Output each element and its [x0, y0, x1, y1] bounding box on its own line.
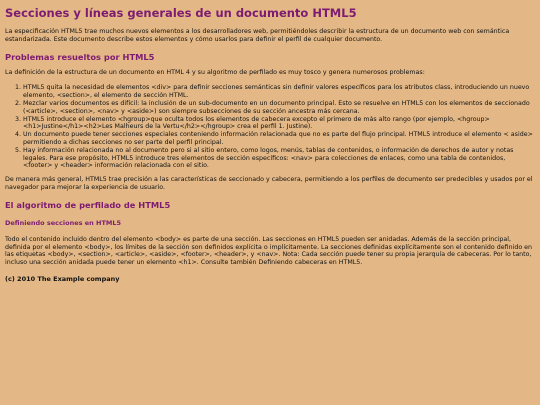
- section-heading-algorithm: El algoritmo de perfilado de HTML5: [5, 199, 171, 210]
- list-item: 3. HTML5 introduce el elemento <hgroup>que oculta todos los elementos de cabecera excepto el primero de más alto rango (por ejemplo, <hgroup><h1>Justine</h1><h2>Les Malheurs de la Vertu</h2></hgroup> crea el perfil 1. Justine).: [23, 116, 535, 132]
- list-item: 4. Un documento puede tener secciones especiales conteniendo información relacionada que no es parte del flujo principal. HTML5 introduce el elemento < aside> permitiendo a dichas secciones no ser parte del perfil principal.: [23, 131, 535, 147]
- subsection-heading-defining-sections: Definiendo secciones en HTML5: [5, 218, 122, 227]
- document-page: [5, 6, 535, 283]
- list-item: 5. Hay información relacionada no al documento pero si al sitio entero, como logos, menús, tablas de contenidos, o información de derechos de autor y notas legales. Para ese propósito, HTML5 introduce tres elementos de sección específicos: <nav> para colecciones de enlaces, como una tabla de contenidos, <footer> y <header> información relacionada con el sitio.: [23, 147, 535, 170]
- page-footer: (c) 2010 The Example company: [5, 274, 120, 283]
- list-item: 2. Mezclar varios documentos es difícil: la inclusión de un sub-documento en un documento principal. Esto se resuelve en HTML5 con los elementos de seccionado (<article>, <section>, <nav> y <aside>) son siempre subsecciones de su sección ancestra más cercana.: [23, 100, 535, 116]
- page-title: Secciones y líneas generales de un documento HTML5: [5, 6, 357, 20]
- section-heading-problems: Problemas resueltos por HTML5: [5, 51, 155, 62]
- list-item: 1. HTML5 quita la necesidad de elementos <div> para definir secciones semánticas sin definir valores específicos para los atributos class, introduciendo un nuevo elemento, <section>, el elemento de sección HTML.: [23, 84, 535, 100]
- problems-list: [5, 84, 535, 170]
- problems-conclusion-paragraph: De manera más general, HTML5 trae precisión a las características de seccionado y cabecera, permitiendo a los perfiles de documento ser predecibles y usados por el navegador para mejorar la experiencia de usuario.: [5, 176, 533, 191]
- defining-sections-paragraph: Todo el contenido incluido dentro del elemento <body> es parte de una sección. Las secciones en HTML5 pueden ser anidadas. Además de la sección principal, definida por el elemento <body>, los límites de la sección son definidos explícita o implícitamente. La secciones definidas explícitamente son el contenido definido en las etiquetas <body>, <section>, <article>, <aside>, <footer>, <header>, y <nav>. Nota: Cada sección puede tener su propia jerarquía de cabeceras. Por lo tanto, incluso una sección anidada puede tener un elemento <h1>. Consulte también Definiendo cabeceras en HTML5.: [5, 235, 533, 267]
- intro-paragraph: La especificación HTML5 trae muchos nuevos elementos a los desarrolladores web, permitiéndoles describir la estructura de un documento web con semántica estandarizada. Este documento describe estos elementos y cómo usarlos para definir el perfil de cualquier documento.: [5, 28, 510, 43]
- problems-lead-paragraph: La definición de la estructura de un documento en HTML 4 y su algoritmo de perfilado es muy tosco y genera numerosos problemas:: [5, 68, 425, 76]
